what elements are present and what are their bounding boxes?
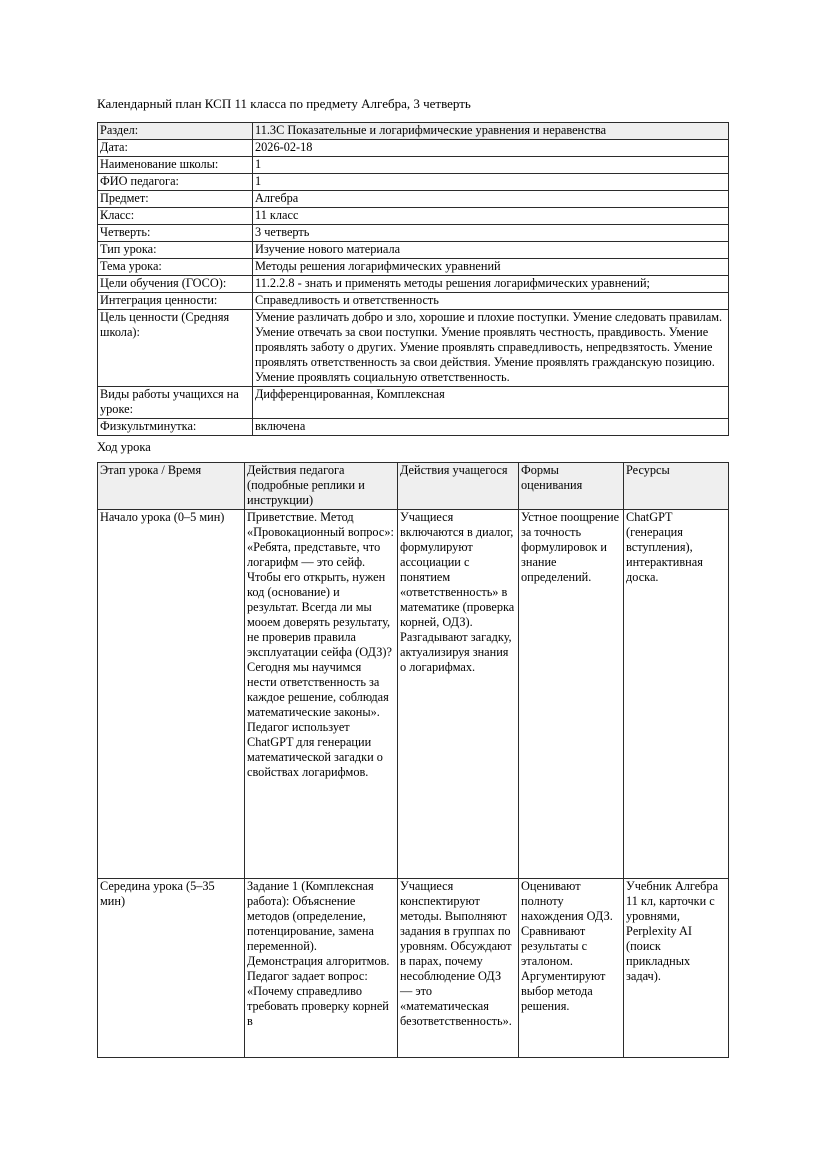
info-value: 11.3C Показательные и логарифмические уравнения и неравенства [253,123,729,140]
info-row-subject [98,191,729,208]
info-label: ФИО педагога: [98,174,253,191]
assessment-cell: Оценивают полноту нахождения ОДЗ. Сравнивают результаты с эталоном. Аргументируют выбор метода решения. [519,879,624,1058]
info-value: 11.2.2.8 - знать и применять методы решения логарифмических уравнений; [253,276,729,293]
teacher-actions-cell: Приветствие. Метод «Провокационный вопрос»: «Ребята, представьте, что логарифм — это сейф. Чтобы его открыть, нужен код (основание) и результат. Всегда ли мы мооем доверять результату, не проверив правила эксплуатации сейфа (ОДЗ)? Сегодня мы научимся нести ответственность за каждое решение, соблюдая математические законы». Педагог использует ChatGPT для генерации математической загадки о свойствах логарифмов. [245,510,398,879]
info-row-data [98,140,729,157]
info-value: 11 класс [253,208,729,225]
student-actions-cell: Учащиеся включаются в диалог, формулируют ассоциации с понятием «ответственность» в математике (проверка корней, ОДЗ). Разгадывают загадку, актуализируя знания о логарифмах. [398,510,519,879]
info-value: Дифференцированная, Комплексная [253,387,729,419]
info-value: Изучение нового материала [253,242,729,259]
info-label: Физкультминутка: [98,419,253,436]
info-label: Наименование школы: [98,157,253,174]
info-value: Алгебра [253,191,729,208]
page-title: Календарный план КСП 11 класса по предмету Алгебра, 3 четверть [97,96,471,111]
column-header-teacher-actions: Действия педагога (подробные реплики и инструкции) [245,463,398,510]
info-row-values-integration [98,293,729,310]
info-value: Методы решения логарифмических уравнений [253,259,729,276]
info-row-school [98,157,729,174]
column-header-assessment: Формы оценивания [519,463,624,510]
info-row-values-goal [98,310,729,387]
info-row-phys-minute [98,419,729,436]
info-label: Тип урока: [98,242,253,259]
info-value: Умение различать добро и зло, хорошие и плохие поступки. Умение следовать правилам. Умение отвечать за свои поступки. Умение проявлять честность, правдивость. Умение проявлять заботу о других. Умение проявлять справедливость, непредвзятость. Умение проявлять ответственность за свои действия. Умение проявлять гражданскую позицию. Умение проявлять социальную ответственность. [253,310,729,387]
lesson-info-table [97,122,729,436]
info-value: Справедливость и ответственность [253,293,729,310]
lesson-row-start [98,510,729,879]
info-value: 3 четверть [253,225,729,242]
info-value: включена [253,419,729,436]
stage-cell: Середина урока (5–35 мин) [98,879,245,1058]
info-label: Виды работы учащихся на уроке: [98,387,253,419]
assessment-cell: Устное поощрение за точность формулировок и знание определений. [519,510,624,879]
info-label: Тема урока: [98,259,253,276]
info-row-teacher-name [98,174,729,191]
info-label: Четверть: [98,225,253,242]
info-row-lesson-topic [98,259,729,276]
column-header-student-actions: Действия учащегося [398,463,519,510]
column-header-resources: Ресурсы [624,463,729,510]
info-label: Цели обучения (ГОСО): [98,276,253,293]
info-label: Дата: [98,140,253,157]
info-value: 2026-02-18 [253,140,729,157]
info-label: Интеграция ценности: [98,293,253,310]
teacher-actions-cell: Задание 1 (Комплексная работа): Объяснение методов (определение, потенцирование, замена переменной). Демонстрация алгоритмов. Педагог задает вопрос: «Почему справедливо требовать проверку корней в [245,879,398,1058]
lesson-row-middle [98,879,729,1058]
student-actions-cell: Учащиеся конспектируют методы. Выполняют задания в группах по уровням. Обсуждают в парах, почему несоблюдение ОДЗ — это «математическая безответственность». [398,879,519,1058]
lesson-flow-table [97,462,729,1058]
column-header-stage: Этап урока / Время [98,463,245,510]
resources-cell: Учебник Алгебра 11 кл, карточки с уровнями, Perplexity AI (поиск прикладных задач). [624,879,729,1058]
info-row-quarter [98,225,729,242]
info-label: Предмет: [98,191,253,208]
info-row-razdel [98,123,729,140]
info-label: Цель ценности (Средняя школа): [98,310,253,387]
lesson-table-header-row [98,463,729,510]
info-row-class [98,208,729,225]
resources-cell: ChatGPT (генерация вступления), интерактивная доска. [624,510,729,879]
info-label: Класс: [98,208,253,225]
info-row-lesson-type [98,242,729,259]
info-label: Раздел: [98,123,253,140]
section-heading-lesson-flow: Ход урока [97,440,151,454]
stage-cell: Начало урока (0–5 мин) [98,510,245,879]
info-row-work-types [98,387,729,419]
info-value: 1 [253,174,729,191]
info-row-goals [98,276,729,293]
info-value: 1 [253,157,729,174]
